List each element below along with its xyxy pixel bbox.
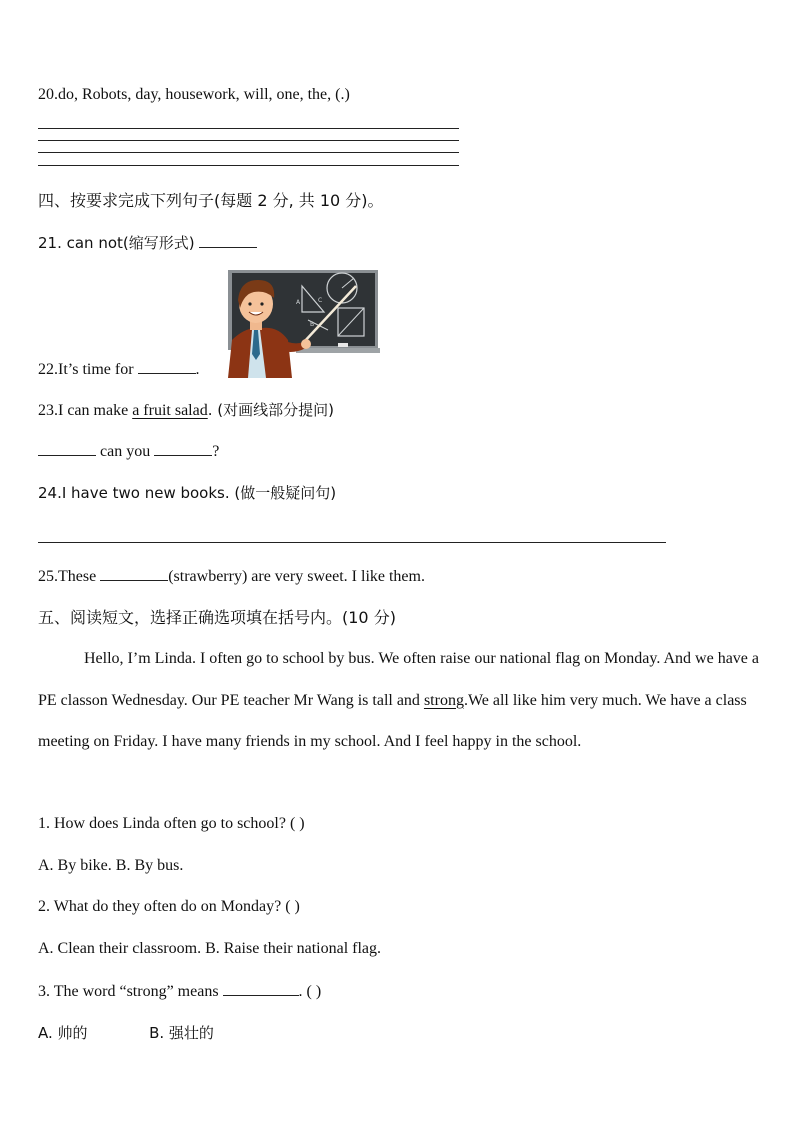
svg-text:B: B bbox=[310, 321, 315, 328]
question-25 bbox=[38, 566, 425, 586]
svg-text:C: C bbox=[318, 297, 323, 304]
question-24-answer-line[interactable] bbox=[38, 542, 666, 543]
question-23-answer-mid: can you bbox=[100, 443, 155, 460]
question-23-underlined: a fruit salad bbox=[132, 402, 208, 419]
mc-option-3a: A. 帅的 bbox=[38, 1024, 88, 1042]
question-23-suffix: . (对画线部分提问) bbox=[207, 401, 334, 419]
passage-underlined-word: strong bbox=[423, 691, 464, 709]
mc-question-1: 1. How does Linda often go to school? ( ) bbox=[38, 815, 305, 832]
reading-passage bbox=[38, 638, 768, 763]
question-21 bbox=[38, 232, 257, 253]
mc-options-1: A. By bike. B. By bus. bbox=[38, 857, 184, 874]
answer-line-3[interactable] bbox=[38, 152, 459, 153]
answer-line-1[interactable] bbox=[38, 128, 459, 129]
mc-options-3 bbox=[38, 1022, 214, 1043]
answer-line-2[interactable] bbox=[38, 140, 459, 141]
question-22-blank[interactable] bbox=[138, 359, 196, 374]
answer-line-4[interactable] bbox=[38, 165, 459, 166]
section-5-heading: 五、阅读短文，选择正确选项填在括号内。(10 分) bbox=[38, 608, 396, 627]
mc-option-3b: B. 强壮的 bbox=[149, 1024, 214, 1042]
question-23-blank-2[interactable] bbox=[154, 441, 212, 456]
passage-part-1: Hello, I’m Linda. I often go to school by bus. We often raise our national flag on Monday. And we have a PE classon Wednesday. Our PE teacher Mr Wang is tall and bbox=[38, 650, 759, 709]
question-23-blank-1[interactable] bbox=[38, 441, 96, 456]
question-22-suffix: . bbox=[195, 361, 200, 378]
question-22-prefix: 22.It’s time for bbox=[38, 361, 138, 378]
question-24-text: 24.I have two new books. (做一般疑问句) bbox=[38, 484, 337, 502]
mc-question-2: 2. What do they often do on Monday? ( ) bbox=[38, 898, 300, 915]
question-24 bbox=[38, 482, 336, 503]
question-25-blank[interactable] bbox=[100, 566, 168, 581]
svg-text:A: A bbox=[296, 299, 301, 306]
mc-question-3 bbox=[38, 981, 321, 1001]
mc-question-3-suffix: . ( ) bbox=[298, 983, 322, 1000]
question-23-prefix: 23.I can make bbox=[38, 402, 133, 419]
question-21-blank[interactable] bbox=[199, 233, 257, 248]
teacher-at-blackboard-icon bbox=[226, 268, 382, 378]
question-22 bbox=[38, 359, 200, 379]
question-20 bbox=[38, 86, 350, 104]
question-23-answer bbox=[38, 441, 219, 461]
mc-options-2: A. Clean their classroom. B. Raise their national flag. bbox=[38, 940, 382, 957]
section-4-heading: 四、按要求完成下列句子(每题 2 分, 共 10 分)。 bbox=[38, 191, 384, 210]
mc-question-3-prefix: 3. The word “strong” means bbox=[38, 983, 223, 1000]
passage-part-2: .We all like him very much. We have a class meeting on Friday. I have many friends in my school. And I feel happy in the school. bbox=[38, 691, 747, 750]
question-21-text: 21. can not(缩写形式) bbox=[38, 234, 200, 252]
mc-question-3-blank[interactable] bbox=[223, 981, 299, 996]
question-20-text: 20.do, Robots, day, housework, will, one, the, (.) bbox=[38, 86, 350, 103]
question-23-answer-end: ? bbox=[212, 443, 220, 460]
question-23 bbox=[38, 399, 334, 420]
question-25-prefix: 25.These bbox=[38, 568, 101, 585]
question-25-suffix: (strawberry) are very sweet. I like them. bbox=[168, 568, 425, 585]
